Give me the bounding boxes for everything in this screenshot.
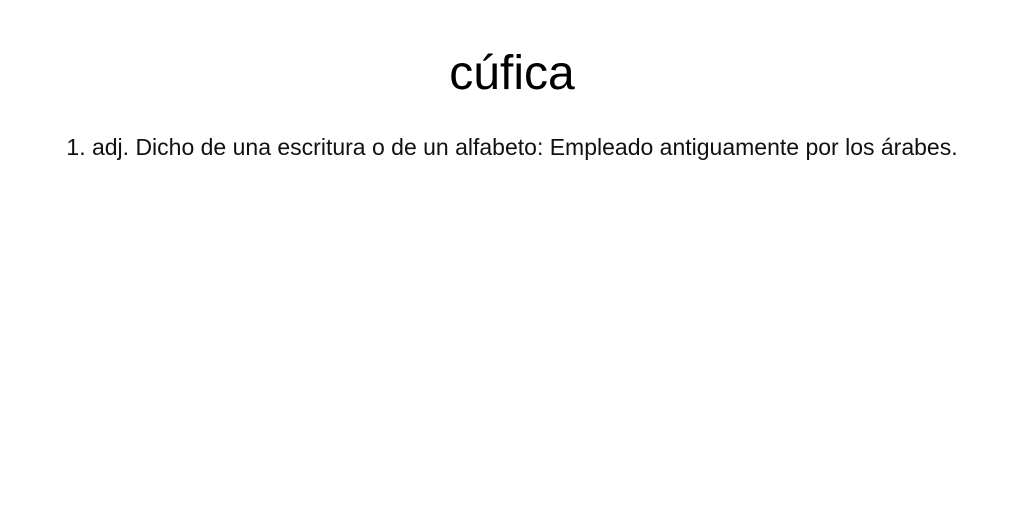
definition-list [56, 128, 968, 166]
entry-term-heading: cúfica [449, 47, 575, 100]
definition-1: 1. adj. Dicho de una escritura o de un alfabeto: Empleado antiguamente por los árabes. [66, 134, 958, 160]
